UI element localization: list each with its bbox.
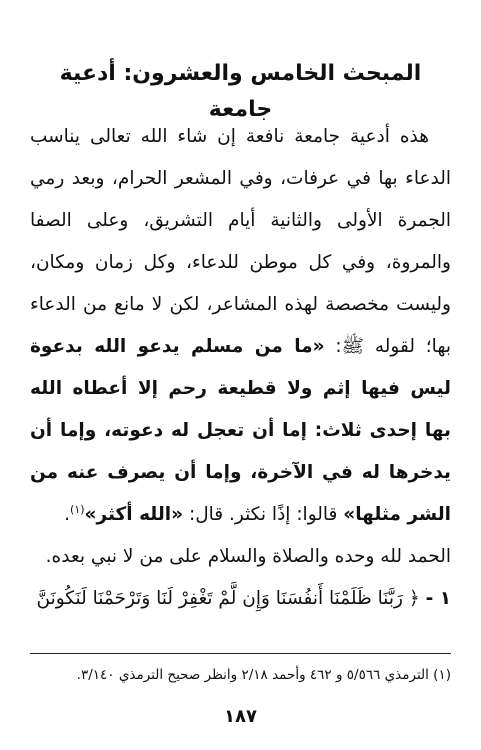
verse-line (30, 578, 451, 620)
page-number: ١٨٧ (224, 706, 257, 727)
intro-text: هذه أدعية جامعة نافعة إن شاء الله تعالى يناسب الدعاء بها في عرفات، وفي المشعر الحرام، وبعد رمي الجمرة الأولى والثانية أيام التشريق، وعلى الصفا والمروة، وفي كل موطن للدعاء، وكل زمان ومكان، وليست مخصصة لهذه المشاعر، لكن لا مانع من الدعاء بها؛ لقوله ﷺ: (30, 126, 451, 357)
footnote-divider (30, 653, 451, 654)
paragraph-end: . (64, 504, 71, 525)
prophet-reply: «الله أكثر» (84, 504, 184, 525)
section-heading: المبحث الخامس والعشرون: أدعية جامعة (59, 61, 422, 122)
verse-text: ﴿ رَبَّنَا ظَلَمْنَا أَنفُسَنَا وَإِن لَّمْ تَغْفِرْ لَنَا وَتَرْحَمْنَا لَنَكُونَنَّ (36, 588, 420, 609)
footnote-marker: (١) (70, 502, 85, 516)
closing-line: الحمد لله وحده والصلاة والسلام على من لا نبي بعده. (45, 546, 451, 567)
verse-number: ١ - (425, 588, 451, 609)
footnote: (١) الترمذي ٥/٥٦٦ و ٤٦٢ وأحمد ٢/١٨ وانظر صحيح الترمذي ٣/١٤٠. (76, 667, 451, 683)
hadith-quote: «ما من مسلم يدعو الله بدعوة ليس فيها إثم ولا قطيعة رحم إلا أعطاه الله بها إحدى ثلاث: إما أن تعجل له دعوته، وإما أن يدخرها له في الآخرة، وإما أن يصرف عنه من الشر مثلها» (30, 336, 451, 525)
intro-paragraph (30, 116, 451, 536)
main-text (30, 116, 451, 620)
companions-reply: قالوا: إذًا نكثر. قال: (183, 504, 344, 525)
